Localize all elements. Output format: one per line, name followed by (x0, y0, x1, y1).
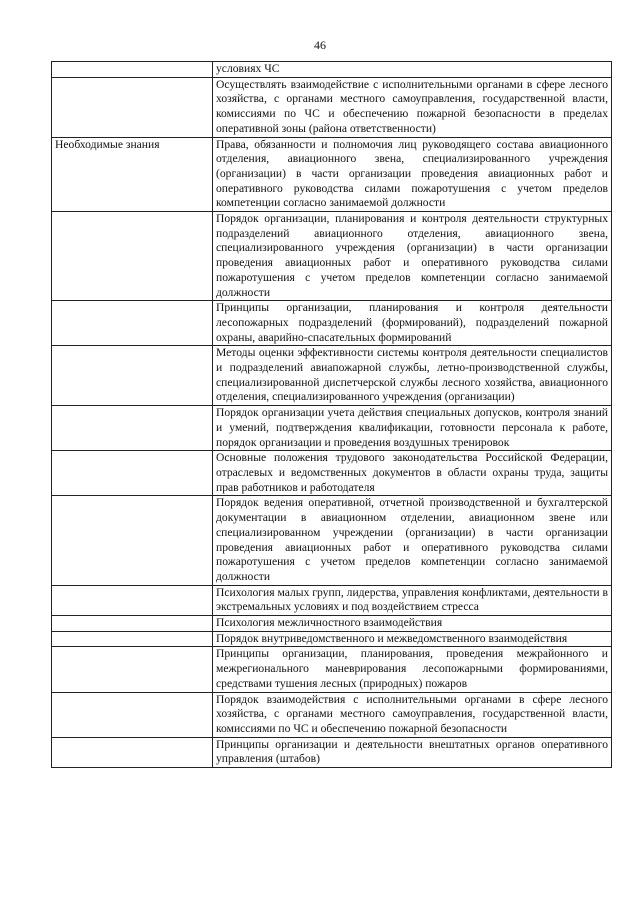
row-text-cell (213, 616, 612, 632)
row-label-cell (52, 585, 213, 615)
row-text-cell (213, 62, 612, 78)
table-row (52, 496, 612, 585)
row-label-cell (52, 346, 213, 406)
row-text: Психология межличностного взаимодействия (216, 616, 443, 630)
row-text-cell (213, 346, 612, 406)
row-text: Осуществлять взаимодействие с исполнительными органами в сфере лесного хозяйства, с органами местного самоуправления, государственной власти, комиссиями по ЧС и обеспечению пожарной безопасности в пределах оперативной зоны (района ответственности) (216, 77, 608, 135)
row-label-cell (52, 212, 213, 301)
table-row (52, 406, 612, 451)
table-row (52, 692, 612, 737)
row-label-cell (52, 692, 213, 737)
row-text: Методы оценки эффективности системы контроля деятельности специалистов и подразделений авиапожарной службы, летно-производственной службы, специализированной диспетчерской службы лесного хозяйства, авиационного отделения, специализированного учреждения (организации) (216, 346, 608, 404)
table-row (52, 212, 612, 301)
table-row (52, 631, 612, 647)
row-text-cell (213, 406, 612, 451)
table-row (52, 137, 612, 212)
row-label-cell (52, 62, 213, 78)
table-row (52, 737, 612, 767)
row-label-cell (52, 77, 213, 137)
row-text-cell (213, 631, 612, 647)
row-text-cell (213, 647, 612, 692)
row-text-cell (213, 585, 612, 615)
row-label-cell (52, 737, 213, 767)
row-text: Принципы организации, планирования и контроля деятельности лесопожарных подразделений (формирований), подразделений пожарной охраны, аварийно-спасательных формирований (216, 301, 608, 344)
table-row (52, 346, 612, 406)
row-text-cell (213, 451, 612, 496)
row-text: Порядок внутриведомственного и межведомственного взаимодействия (216, 631, 568, 645)
section-label-required-knowledge: Необходимые знания (52, 137, 213, 212)
row-text-cell (213, 692, 612, 737)
row-label-cell (52, 406, 213, 451)
row-text: Основные положения трудового законодательства Российской Федерации, отраслевых и ведомственных документов в области охраны труда, защиты прав работников и работодателя (216, 451, 608, 494)
table-row (52, 301, 612, 346)
row-text: Психология малых групп, лидерства, управления конфликтами, деятельности в экстремальных условиях и под воздействием стресса (216, 585, 608, 614)
page-number: 46 (314, 38, 326, 52)
table-row (52, 62, 612, 78)
row-label-cell (52, 647, 213, 692)
row-label-cell (52, 631, 213, 647)
row-text-cell (213, 212, 612, 301)
row-text: Порядок ведения оперативной, отчетной производственной и бухгалтерской документации в авиационном отделении, авиационном звене или специализированном учреждении (организации) в части организации проведения авиационных работ и оперативного руководства силами пожаротушения с учетом пределов компетенции согласно занимаемой должности (216, 496, 608, 583)
table-row (52, 616, 612, 632)
table-row (52, 647, 612, 692)
row-label-cell (52, 301, 213, 346)
row-text-cell (213, 77, 612, 137)
row-text: Порядок взаимодействия с исполнительными органами в сфере лесного хозяйства, с органами местного самоуправления, государственной власти, комиссиями по ЧС и обеспечению пожарной безопасности (216, 692, 608, 735)
row-text-cell (213, 301, 612, 346)
table-row (52, 77, 612, 137)
table-row (52, 585, 612, 615)
row-text: Права, обязанности и полномочия лиц руководящего состава авиационного отделения, авиационного звена, специализированного учреждения (организации) в части организации проведения авиационных работ и оперативного руководства силами пожаротушения с учетом пределов компетенции согласно занимаемой должности (216, 137, 608, 210)
row-label-cell (52, 616, 213, 632)
row-label-cell (52, 496, 213, 585)
table-row (52, 451, 612, 496)
row-text-cell (213, 737, 612, 767)
requirements-table (51, 61, 612, 768)
row-text: Порядок организации учета действия специальных допусков, контроля знаний и умений, подтверждения квалификации, готовности персонала к работе, порядок организации и проведения воздушных тренировок (216, 406, 608, 449)
row-text: Принципы организации, планирования, проведения межрайонного и межрегионального маневрирования лесопожарными формированиями, средствами тушения лесных (природных) пожаров (216, 647, 608, 690)
row-text-cell (213, 137, 612, 212)
row-text: Порядок организации, планирования и контроля деятельности структурных подразделений авиационного отделения, авиационного звена, специализированного учреждения (организации) в части организации проведения авиационных работ и оперативного руководства силами пожаротушения с учетом пределов компетенции согласно занимаемой должности (216, 212, 608, 299)
row-text-cell (213, 496, 612, 585)
row-text: Принципы организации и деятельности внештатных органов оперативного управления (штабов) (216, 737, 608, 766)
row-text: условиях ЧС (216, 62, 280, 75)
row-label-cell (52, 451, 213, 496)
